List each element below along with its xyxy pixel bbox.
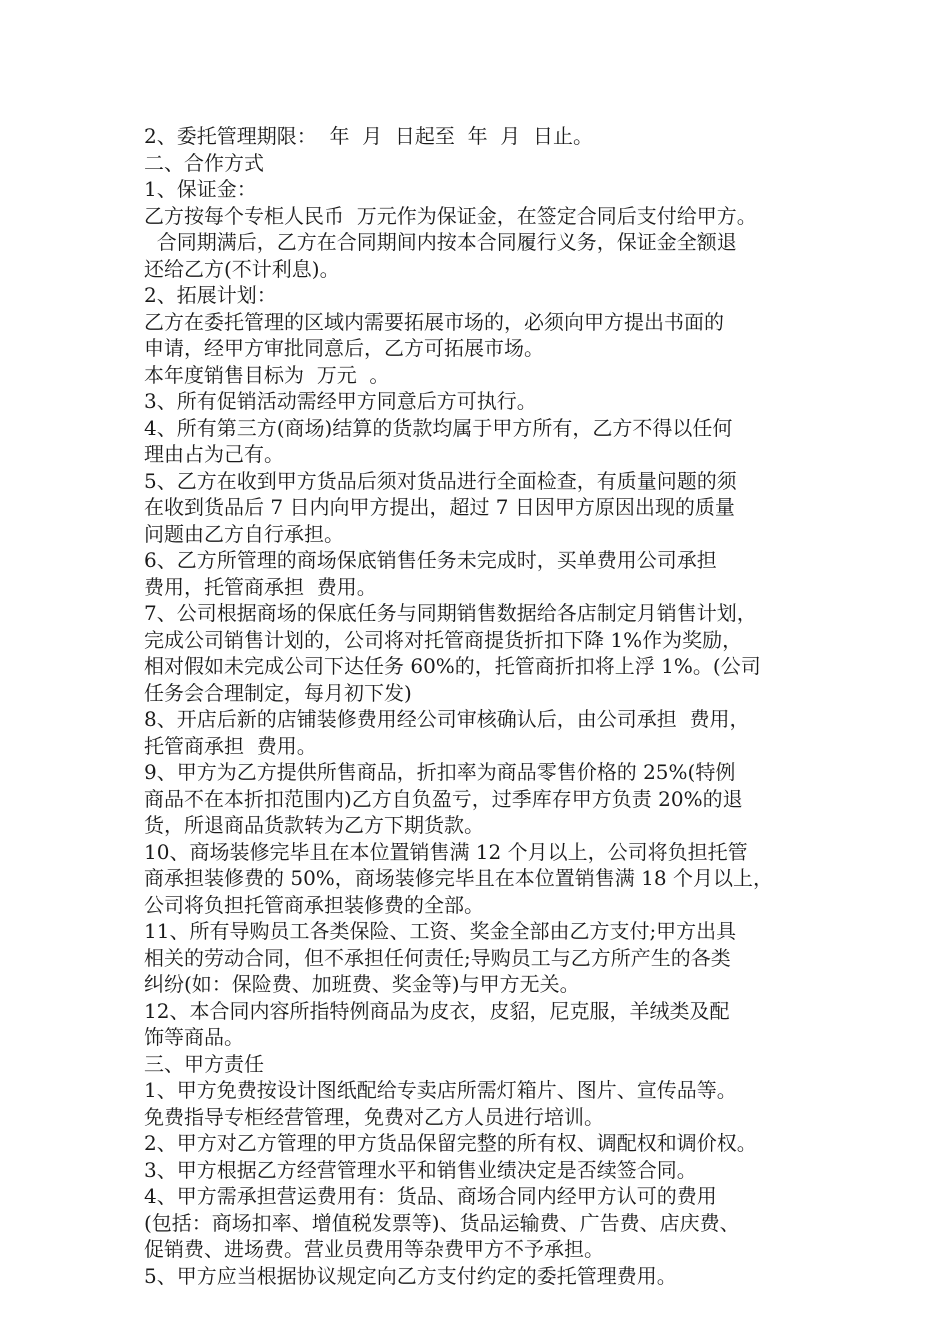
text-line: 商品不在本折扣范围内)乙方自负盈亏，过季库存甲方负责 20%的退 — [144, 786, 743, 811]
text-line: 9、甲方为乙方提供所售商品，折扣率为商品零售价格的 25%(特例 — [144, 760, 736, 784]
text-line: 本年度销售目标为 万元 。 — [144, 362, 390, 387]
text-line: 6、乙方所管理的商场保底销售任务未完成时，买单费用公司承担 — [144, 548, 717, 572]
text-line: 4、甲方需承担营运费用有：货品、商场合同内经甲方认可的费用 — [144, 1184, 717, 1208]
text-line: 费用，托管商承担 费用。 — [144, 574, 377, 599]
text-line: 7、公司根据商场的保底任务与同期销售数据给各店制定月销售计划， — [144, 601, 757, 625]
text-line: 饰等商品。 — [144, 1025, 244, 1049]
text-line: 免费指导专柜经营管理，免费对乙方人员进行培训。 — [144, 1104, 604, 1129]
text-line: 合同期满后，乙方在合同期间内按本合同履行义务，保证金全额退 — [144, 230, 737, 254]
text-line: 12、本合同内容所指特例商品为皮衣，皮貂，尼克服，羊绒类及配 — [144, 998, 730, 1023]
text-line: 商承担装修费的 50%，商场装修完毕且在本位置销售满 18 个月以上， — [144, 866, 773, 890]
text-line: 在收到货品后 7 日内向甲方提出，超过 7 日因甲方原因出现的质量 — [144, 495, 735, 519]
text-line: 乙方在委托管理的区域内需要拓展市场的，必须向甲方提出书面的 — [144, 309, 724, 334]
document-body — [144, 123, 824, 1289]
text-line: 1、甲方免费按设计图纸配给专卖店所需灯箱片、图片、宣传品等。 — [144, 1078, 737, 1102]
text-line: 乙方按每个专柜人民币 万元作为保证金，在签定合同后支付给甲方。 — [144, 203, 757, 228]
text-line: 相对假如未完成公司下达任务 60%的，托管商折扣将上浮 1%。(公司 — [144, 654, 761, 678]
text-line: 4、所有第三方(商场)结算的货款均属于甲方所有，乙方不得以任何 — [144, 415, 733, 440]
text-line: 托管商承担 费用。 — [144, 733, 317, 758]
text-line: 8、开店后新的店铺装修费用经公司审核确认后，由公司承担 费用， — [144, 707, 750, 731]
text-line: (包括：商场扣率、增值税发票等)、货品运输费、广告费、店庆费、 — [144, 1210, 740, 1235]
text-line: 11、所有导购员工各类保险、工资、奖金全部由乙方支付;甲方出具 — [144, 919, 737, 943]
text-line: 二、合作方式 — [144, 150, 264, 175]
text-line: 货，所退商品货款转为乙方下期货款。 — [144, 813, 484, 837]
text-line: 2、拓展计划： — [144, 283, 277, 307]
text-line: 3、甲方根据乙方经营管理水平和销售业绩决定是否续签合同。 — [144, 1157, 697, 1182]
text-line: 纠纷(如：保险费、加班费、奖金等)与甲方无关。 — [144, 972, 580, 996]
text-line: 1、保证金： — [144, 177, 257, 201]
text-line: 5、甲方应当根据协议规定向乙方支付约定的委托管理费用。 — [144, 1263, 677, 1288]
text-line: 3、所有促销活动需经甲方同意后方可执行。 — [144, 389, 537, 413]
text-line: 三、甲方责任 — [144, 1051, 264, 1076]
text-line: 2、甲方对乙方管理的甲方货品保留完整的所有权、调配权和调价权。 — [144, 1131, 757, 1155]
text-line: 10、商场装修完毕且在本位置销售满 12 个月以上，公司将负担托管 — [144, 839, 748, 864]
text-line: 问题由乙方自行承担。 — [144, 521, 344, 546]
text-line: 相关的劳动合同，但不承担任何责任;导购员工与乙方所产生的各类 — [144, 945, 731, 970]
text-line: 促销费、进场费。营业员费用等杂费甲方不予承担。 — [144, 1237, 604, 1261]
text-line: 理由占为己有。 — [144, 442, 284, 466]
text-line: 完成公司销售计划的，公司将对托管商提货折扣下降 1%作为奖励， — [144, 627, 743, 652]
text-line: 任务会合理制定，每月初下发) — [144, 680, 412, 705]
text-line: 还给乙方(不计利息)。 — [144, 256, 340, 281]
text-line: 2、委托管理期限： 年 月 日起至 年 月 日止。 — [144, 124, 594, 148]
text-line: 公司将负担托管商承担装修费的全部。 — [144, 892, 484, 917]
text-line: 5、乙方在收到甲方货品后须对货品进行全面检查，有质量问题的须 — [144, 468, 737, 493]
text-line: 申请，经甲方审批同意后，乙方可拓展市场。 — [144, 336, 544, 360]
